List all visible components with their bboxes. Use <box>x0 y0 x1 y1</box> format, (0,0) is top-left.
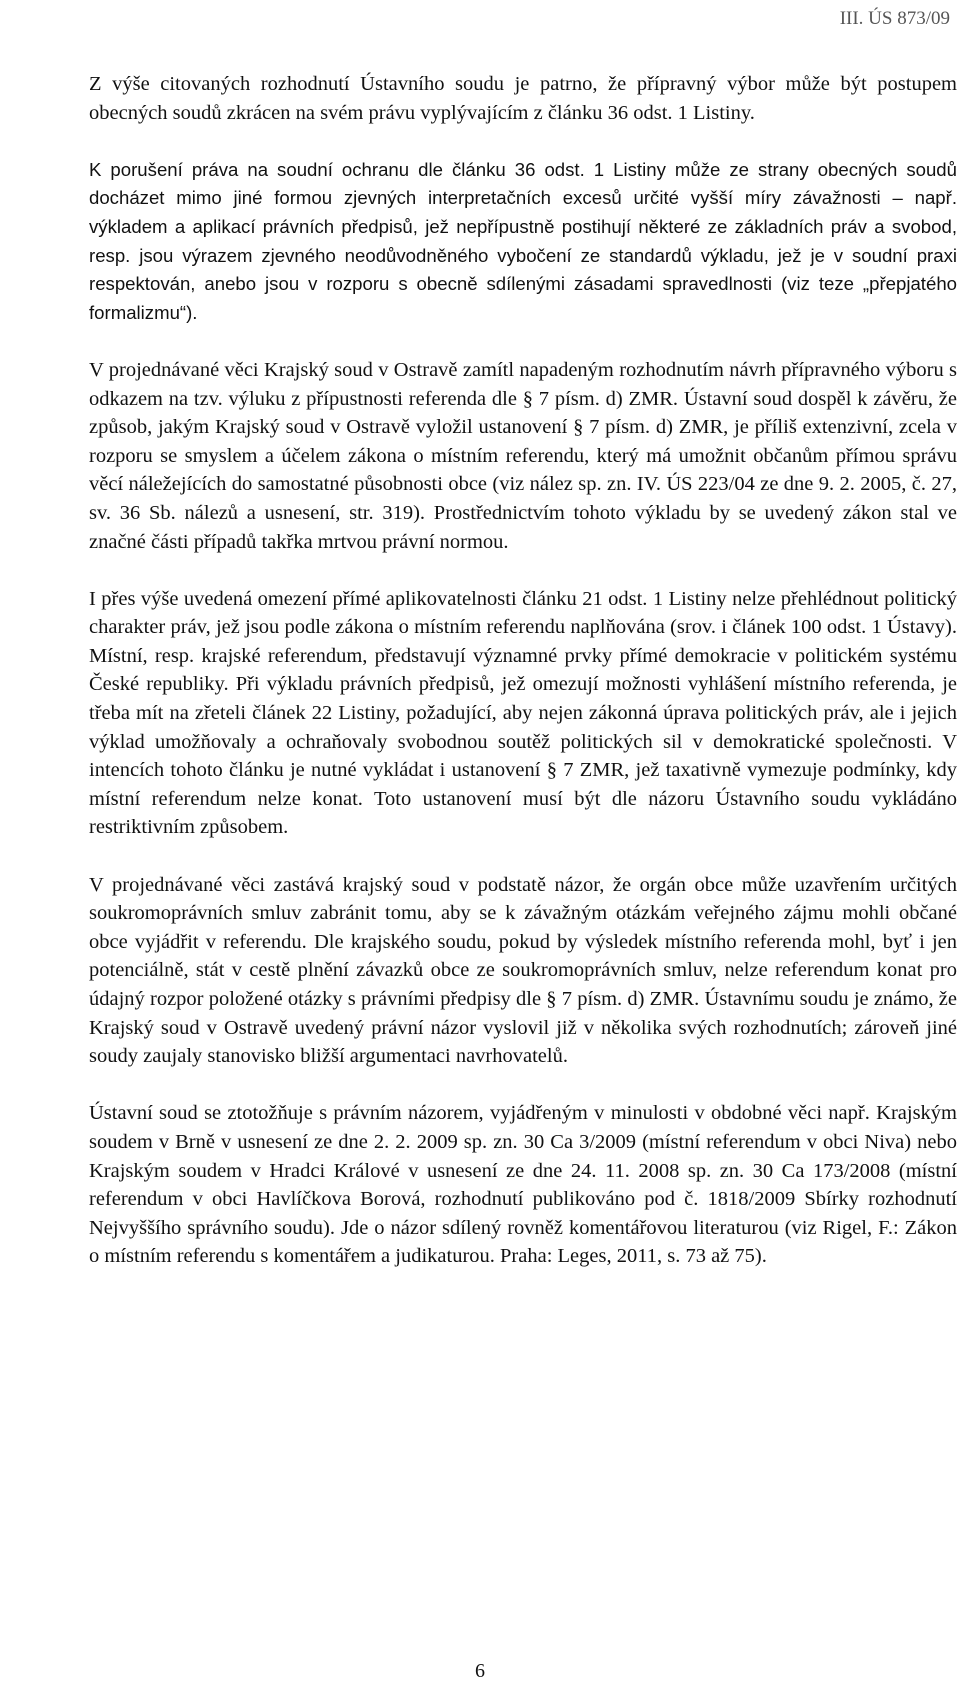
case-reference: III. ÚS 873/09 <box>839 8 950 29</box>
page-number: 6 <box>475 1660 485 1682</box>
paragraph-3: V projednávané věci Krajský soud v Ostravě zamítl napadeným rozhodnutím návrh přípravného výboru s odkazem na tzv. výluku z přípustnosti referenda dle § 7 písm. d) ZMR. Ústavní soud dospěl k závěru, že způsob, jakým Krajský soud v Ostravě vyložil ustanovení § 7 písm. d) ZMR, je příliš extenzivní, zcela v rozporu se smyslem a účelem zákona o místním referendu, který má umožnit občanům přímou správu věcí náležejících do samostatné působnosti obce (viz nález sp. zn. IV. ÚS 223/04 ze dne 9. 2. 2005, č. 27, sv. 36 Sb. nálezů a usnesení, str. 319). Prostřednictvím tohoto výkladu by se uvedený zákon stal ve značné části případů takřka mrtvou právní normou. <box>89 358 957 553</box>
paragraph-5: V projednávané věci zastává krajský soud v podstatě názor, že orgán obce může uzavřením určitých soukromoprávních smluv zabránit tomu, aby se k závažným otázkám veřejného zájmu mohli občané obce vyjádřit v referendu. Dle krajského soudu, pokud by výsledek místního referenda mohl, byť i jen potenciálně, stát v cestě plnění závazků obce ze soukromoprávních smluv, nelze referendum konat pro údajný rozpor položené otázky s právními předpisy dle § 7 písm. d) ZMR. Ústavnímu soudu je známo, že Krajský soud v Ostravě uvedený právní názor vyslovil již v několika svých rozhodnutích; zároveň jiné soudy zaujaly stanovisko bližší argumentaci navrhovatelů. <box>89 873 957 1068</box>
paragraph-6: Ústavní soud se ztotožňuje s právním názorem, vyjádřeným v minulosti v obdobné věci např. Krajským soudem v Brně v usnesení ze dne 2. 2. 2009 sp. zn. 30 Ca 3/2009 (místní referendum v obci Niva) nebo Krajským soudem v Hradci Králové v usnesení ze dne 24. 11. 2008 sp. zn. 30 Ca 173/2008 (místní referendum v obci Havlíčkova Borová, rozhodnutí publikováno pod č. 1818/2009 Sbírky rozhodnutí Nejvyššího správního soudu). Jde o názor sdílený rovněž komentářovou literaturou (viz Rigel, F.: Zákon o místním referendu s komentářem a judikaturou. Praha: Leges, 2011, s. 73 až 75). <box>89 1102 957 1268</box>
paragraph-2: K porušení práva na soudní ochranu dle článku 36 odst. 1 Listiny může ze strany obecných soudů docházet mimo jiné formou zjevných interpretačních excesů určité vyšší míry závažnosti – např. výkladem a aplikací právních předpisů, jež nepřípustně postihují některé ze základních práv a svobod, resp. jsou výrazem zjevného neodůvodněného vybočení ze standardů výkladu, jež je v soudní praxi respektován, anebo jsou v rozporu s obecně sdílenými zásadami spravedlnosti (viz teze „přepjatého formalizmu“). <box>89 158 957 323</box>
document-body <box>89 70 957 1300</box>
paragraph-4: I přes výše uvedená omezení přímé aplikovatelnosti článku 21 odst. 1 Listiny nelze přehlédnout politický charakter práv, jež jsou podle zákona o místním referendu naplňována (srov. i článek 100 odst. 1 Ústavy). Místní, resp. krajské referendum, představují významné prvky přímé demokracie v politickém systému České republiky. Při výkladu právních předpisů, jež omezují možnosti vyhlášení místního referenda, je třeba mít na zřeteli článek 22 Listiny, požadující, aby nejen zákonná úprava politických práv, ale i jejich výklad umožňovaly a ochraňovaly svobodnou soutěž politických sil v demokratické společnosti. V intencích tohoto článku je nutné vykládat i ustanovení § 7 ZMR, jež taxativně vymezuje podmínky, kdy místní referendum nelze konat. Toto ustanovení musí být dle názoru Ústavního soudu vykládáno restriktivním způsobem. <box>89 587 957 839</box>
paragraph-1: Z výše citovaných rozhodnutí Ústavního soudu je patrno, že přípravný výbor může být postupem obecných soudů zkrácen na svém právu vyplývajícím z článku 36 odst. 1 Listiny. <box>89 73 957 124</box>
